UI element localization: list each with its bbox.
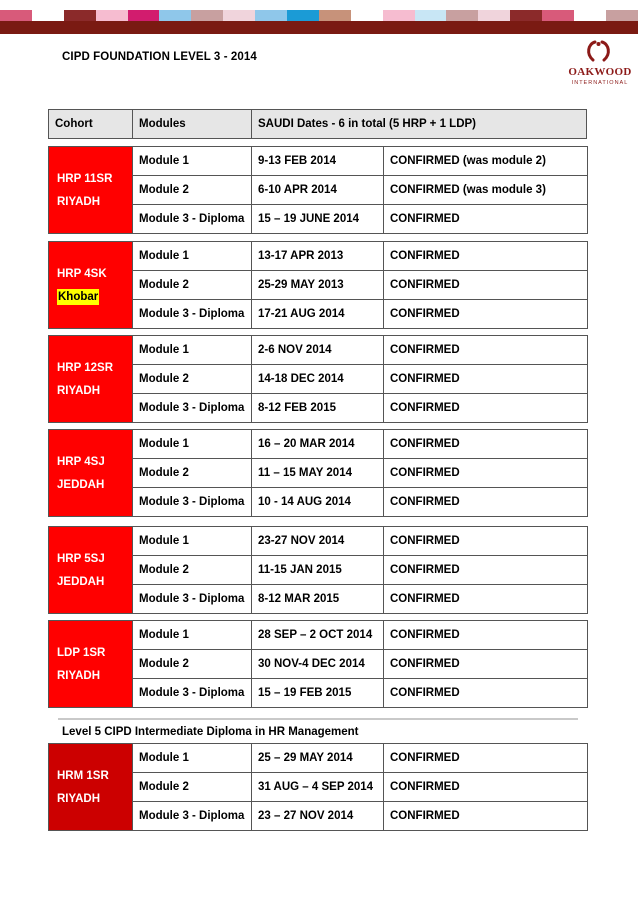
module-cell: Module 1 [133,744,252,773]
status-cell: CONFIRMED [384,679,588,708]
module-cell: Module 2 [133,650,252,679]
table-row [49,621,588,650]
module-cell: Module 2 [133,556,252,585]
header-modules: Modules [133,110,252,139]
status-cell: CONFIRMED [384,556,588,585]
cohort-code: HRP 5SJ [57,552,105,565]
band-segment [606,10,638,21]
status-cell: CONFIRMED [384,430,588,459]
band-segment [319,10,351,21]
cohort-cell [49,527,133,614]
oakwood-logo [568,38,632,94]
cohort-city: Khobar [58,290,99,303]
logo-name: OAKWOOD [568,66,632,78]
status-cell: CONFIRMED [384,271,588,300]
cohort-code: HRP 4SK [57,267,107,280]
status-cell: CONFIRMED [384,394,588,423]
date-cell: 10 - 14 AUG 2014 [252,488,384,517]
status-cell: CONFIRMED [384,365,588,394]
status-cell: CONFIRMED [384,336,588,365]
band-segment [223,10,255,21]
band-segment [128,10,160,21]
date-cell: 11-15 JAN 2015 [252,556,384,585]
cohort-table [48,526,588,614]
date-cell: 15 – 19 FEB 2015 [252,679,384,708]
cohort-city: JEDDAH [57,575,105,588]
band-segment [542,10,574,21]
status-cell: CONFIRMED (was module 2) [384,147,588,176]
header-row [49,110,587,139]
module-cell: Module 2 [133,176,252,205]
band-segment [255,10,287,21]
level5-title: Level 5 CIPD Intermediate Diploma in HR Management [62,726,359,738]
status-cell: CONFIRMED [384,773,588,802]
band-segment [574,10,606,21]
table-row [49,242,588,271]
status-cell: CONFIRMED [384,744,588,773]
date-cell: 14-18 DEC 2014 [252,365,384,394]
cohort-code: LDP 1SR [57,646,106,659]
band-segment [478,10,510,21]
oakwood-logo-icon [568,38,632,66]
header-cohort: Cohort [49,110,133,139]
status-cell: CONFIRMED [384,488,588,517]
logo-subtitle: INTERNATIONAL [571,80,629,86]
status-cell: CONFIRMED [384,205,588,234]
module-cell: Module 3 - Diploma [133,802,252,831]
date-cell: 17-21 AUG 2014 [252,300,384,329]
module-cell: Module 2 [133,271,252,300]
cohort-cell [49,621,133,708]
date-cell: 2-6 NOV 2014 [252,336,384,365]
table-row [49,430,588,459]
date-cell: 23-27 NOV 2014 [252,527,384,556]
date-cell: 25-29 MAY 2013 [252,271,384,300]
module-cell: Module 2 [133,459,252,488]
status-cell: CONFIRMED (was module 3) [384,176,588,205]
table-row [49,527,588,556]
cohort-table [48,146,588,234]
band-segment [159,10,191,21]
band-segment [191,10,223,21]
status-cell: CONFIRMED [384,650,588,679]
module-cell: Module 2 [133,365,252,394]
status-cell: CONFIRMED [384,242,588,271]
status-cell: CONFIRMED [384,802,588,831]
module-cell: Module 1 [133,242,252,271]
band-segment [0,10,32,21]
cohort-table [48,429,588,517]
cohort-table [48,335,588,423]
module-cell: Module 1 [133,621,252,650]
band-segment [446,10,478,21]
cohort-code: HRP 11SR [57,172,113,185]
band-segment [383,10,415,21]
status-cell: CONFIRMED [384,300,588,329]
cohort-table [48,241,588,329]
cohort-code: HRP 12SR [57,361,114,374]
date-cell: 25 – 29 MAY 2014 [252,744,384,773]
module-cell: Module 1 [133,336,252,365]
cohort-cell [49,242,133,329]
band-segment [96,10,128,21]
band-segment [32,10,64,21]
cohort-table [48,743,588,831]
cohort-city: RIYADH [57,384,101,397]
date-cell: 28 SEP – 2 OCT 2014 [252,621,384,650]
band-segment [287,10,319,21]
cohort-city: RIYADH [57,792,101,805]
cohort-city: JEDDAH [57,478,105,491]
cohort-code: HRP 4SJ [57,455,105,468]
table-row [49,147,588,176]
date-cell: 13-17 APR 2013 [252,242,384,271]
table-row [49,744,588,773]
date-cell: 30 NOV-4 DEC 2014 [252,650,384,679]
module-cell: Module 3 - Diploma [133,679,252,708]
header-dates: SAUDI Dates - 6 in total (5 HRP + 1 LDP) [252,110,587,139]
module-cell: Module 3 - Diploma [133,300,252,329]
date-cell: 31 AUG – 4 SEP 2014 [252,773,384,802]
maroon-stripe [0,21,638,34]
band-segment [510,10,542,21]
cohort-code: HRM 1SR [57,769,109,782]
status-cell: CONFIRMED [384,621,588,650]
status-cell: CONFIRMED [384,527,588,556]
module-cell: Module 3 - Diploma [133,488,252,517]
cohort-city: RIYADH [57,669,101,682]
band-segment [64,10,96,21]
cohort-cell [49,430,133,517]
date-cell: 11 – 15 MAY 2014 [252,459,384,488]
date-cell: 15 – 19 JUNE 2014 [252,205,384,234]
date-cell: 23 – 27 NOV 2014 [252,802,384,831]
module-cell: Module 1 [133,430,252,459]
band-segment [351,10,383,21]
status-cell: CONFIRMED [384,459,588,488]
cohort-city: RIYADH [57,195,101,208]
module-cell: Module 1 [133,147,252,176]
cohort-cell [49,336,133,423]
module-cell: Module 3 - Diploma [133,585,252,614]
cohort-table [48,620,588,708]
date-cell: 16 – 20 MAR 2014 [252,430,384,459]
top-color-band [0,0,638,34]
color-stripe [0,10,638,21]
date-cell: 8-12 FEB 2015 [252,394,384,423]
date-cell: 8-12 MAR 2015 [252,585,384,614]
status-cell: CONFIRMED [384,585,588,614]
module-cell: Module 2 [133,773,252,802]
module-cell: Module 3 - Diploma [133,394,252,423]
schedule-header [48,109,587,139]
table-row [49,336,588,365]
cohort-cell [49,744,133,831]
module-cell: Module 3 - Diploma [133,205,252,234]
date-cell: 6-10 APR 2014 [252,176,384,205]
band-segment [415,10,447,21]
date-cell: 9-13 FEB 2014 [252,147,384,176]
document-title: CIPD FOUNDATION LEVEL 3 - 2014 [62,51,257,63]
module-cell: Module 1 [133,527,252,556]
section-divider [58,718,578,720]
cohort-cell [49,147,133,234]
